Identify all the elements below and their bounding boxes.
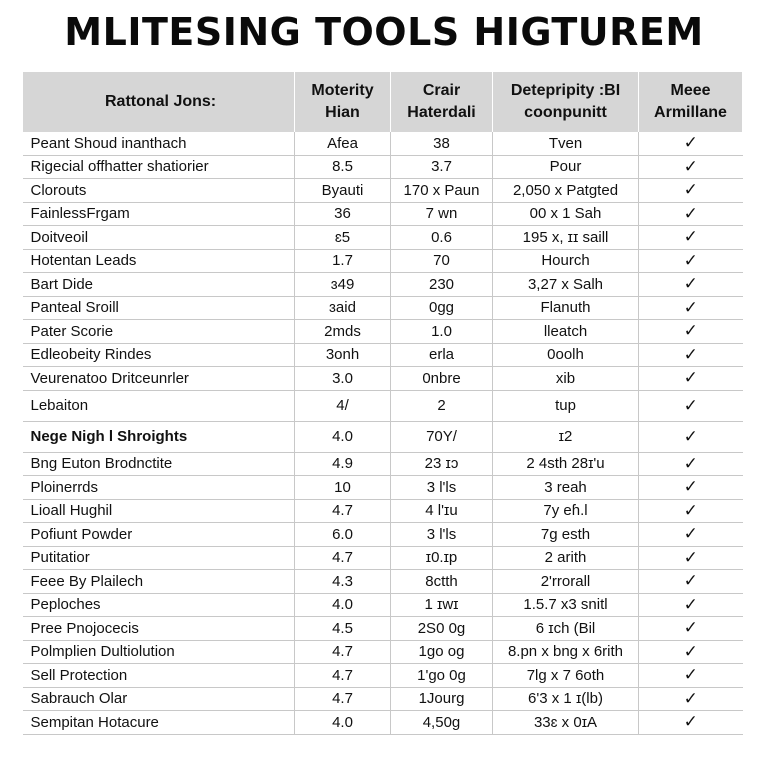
row-name-cell: Nege Nigh l Shroights	[23, 421, 295, 452]
row-crair-cell: 4,50g	[391, 711, 493, 735]
row-detepripity-cell: 7Ɩɡ x 7 6oth	[493, 664, 639, 688]
row-moterity-cell: 3onh	[295, 343, 391, 367]
row-name-cell: Pree Pnojocecis	[23, 617, 295, 641]
row-detepripity-cell: 33ɛ x 0ɪA	[493, 711, 639, 735]
row-crair-cell: 1.0	[391, 320, 493, 344]
row-moterity-cell: ɜaid	[295, 296, 391, 320]
check-icon: ✓	[639, 711, 743, 735]
row-name-cell: Doitveoil	[23, 226, 295, 250]
row-name-cell: Edleobeity Rindes	[23, 343, 295, 367]
check-icon: ✓	[639, 570, 743, 594]
row-name-cell: Ploinerrds	[23, 476, 295, 500]
row-name-cell: Sempitan Hotacure	[23, 711, 295, 735]
row-moterity-cell: ɜ49	[295, 273, 391, 297]
row-moterity-cell: 10	[295, 476, 391, 500]
check-icon: ✓	[639, 249, 743, 273]
table-body	[23, 132, 743, 734]
row-crair-cell: 1 ɪwɪ	[391, 593, 493, 617]
check-icon: ✓	[639, 320, 743, 344]
table-row	[23, 202, 743, 226]
table-row	[23, 296, 743, 320]
row-detepripity-cell: 2,050 x Patgted	[493, 179, 639, 203]
row-name-cell: Peploches	[23, 593, 295, 617]
row-name-cell: Pofiunt Powder	[23, 523, 295, 547]
row-crair-cell: 23 ɪɔ	[391, 452, 493, 476]
page-title: MLITESING TOOLS HIGTUREM	[64, 10, 704, 54]
tools-table	[22, 72, 743, 735]
row-crair-cell: 0.6	[391, 226, 493, 250]
check-icon: ✓	[639, 617, 743, 641]
row-detepripity-cell: 3,27 x Salh	[493, 273, 639, 297]
row-name-cell: Hotentan Leads	[23, 249, 295, 273]
column-header-moterity: Moterity Hian	[295, 72, 391, 132]
column-header-meee: Meee Armillane	[639, 72, 743, 132]
table-row	[23, 421, 743, 452]
row-name-cell: Putitatior	[23, 546, 295, 570]
row-crair-cell: erla	[391, 343, 493, 367]
row-crair-cell: 0nbre	[391, 367, 493, 391]
table-row	[23, 452, 743, 476]
row-crair-cell: 70	[391, 249, 493, 273]
row-crair-cell: 1Jourg	[391, 687, 493, 711]
table-row	[23, 343, 743, 367]
row-name-cell: Bng Euton Brodnctite	[23, 452, 295, 476]
row-crair-cell: 38	[391, 132, 493, 155]
row-moterity-cell: 4.0	[295, 421, 391, 452]
row-detepripity-cell: 6'3 x 1 ɪ(Ɩb)	[493, 687, 639, 711]
row-crair-cell: 2S0 0g	[391, 617, 493, 641]
table-row	[23, 132, 743, 155]
row-detepripity-cell: Ɩleatch	[493, 320, 639, 344]
row-crair-cell: 70Y/	[391, 421, 493, 452]
row-crair-cell: 2	[391, 390, 493, 421]
check-icon: ✓	[639, 343, 743, 367]
row-name-cell: Veurenatoo Dritceunrler	[23, 367, 295, 391]
column-header-crair: Crair Haterdali	[391, 72, 493, 132]
check-icon: ✓	[639, 273, 743, 297]
check-icon: ✓	[639, 202, 743, 226]
row-moterity-cell: 4.9	[295, 452, 391, 476]
row-name-cell: Panteal Sroill	[23, 296, 295, 320]
row-name-cell: FainlessFrgam	[23, 202, 295, 226]
check-icon: ✓	[639, 499, 743, 523]
table-row	[23, 546, 743, 570]
row-detepripity-cell: Hourch	[493, 249, 639, 273]
row-name-cell: Sell Protection	[23, 664, 295, 688]
row-moterity-cell: 4/	[295, 390, 391, 421]
check-icon: ✓	[639, 155, 743, 179]
check-icon: ✓	[639, 546, 743, 570]
row-detepripity-cell: 7ɡ esth	[493, 523, 639, 547]
row-crair-cell: 3 Ɩ'Ɩs	[391, 476, 493, 500]
row-crair-cell: 1go og	[391, 640, 493, 664]
row-detepripity-cell: 2 arith	[493, 546, 639, 570]
row-name-cell: Lebaiton	[23, 390, 295, 421]
column-header-name: Rattonal Jons:	[23, 72, 295, 132]
check-icon: ✓	[639, 452, 743, 476]
row-name-cell: Polmplien Dultiolution	[23, 640, 295, 664]
row-moterity-cell: 2mds	[295, 320, 391, 344]
row-name-cell: Clorouts	[23, 179, 295, 203]
check-icon: ✓	[639, 226, 743, 250]
check-icon: ✓	[639, 421, 743, 452]
row-moterity-cell: 4.7	[295, 687, 391, 711]
table-row	[23, 617, 743, 641]
table-row	[23, 640, 743, 664]
row-moterity-cell: 4.0	[295, 711, 391, 735]
row-moterity-cell: 4.7	[295, 546, 391, 570]
check-icon: ✓	[639, 640, 743, 664]
row-moterity-cell: 4.7	[295, 664, 391, 688]
row-detepripity-cell: 2'rrorall	[493, 570, 639, 594]
row-moterity-cell: 8.5	[295, 155, 391, 179]
row-moterity-cell: 4.0	[295, 593, 391, 617]
table-row	[23, 390, 743, 421]
table-row	[23, 687, 743, 711]
row-name-cell: Rigecial offhatter shatiorier	[23, 155, 295, 179]
row-crair-cell: 3.7	[391, 155, 493, 179]
table-row	[23, 499, 743, 523]
table-row	[23, 570, 743, 594]
row-detepripity-cell: xib	[493, 367, 639, 391]
table-row	[23, 273, 743, 297]
row-detepripity-cell: ɪ2	[493, 421, 639, 452]
row-crair-cell: 170 x Paun	[391, 179, 493, 203]
row-crair-cell: ɪ0.ɪp	[391, 546, 493, 570]
check-icon: ✓	[639, 367, 743, 391]
row-name-cell: Peant Shoud inanthach	[23, 132, 295, 155]
table-row	[23, 523, 743, 547]
row-crair-cell: 1'go 0g	[391, 664, 493, 688]
table-row	[23, 664, 743, 688]
row-detepripity-cell: 8.pn x bng x 6rith	[493, 640, 639, 664]
check-icon: ✓	[639, 687, 743, 711]
check-icon: ✓	[639, 132, 743, 155]
row-detepripity-cell: 195 x, ɪɪ saill	[493, 226, 639, 250]
table-row	[23, 320, 743, 344]
row-detepripity-cell: Pour	[493, 155, 639, 179]
table-row	[23, 593, 743, 617]
row-detepripity-cell: tup	[493, 390, 639, 421]
row-moterity-cell: 4.7	[295, 640, 391, 664]
row-name-cell: Pater Scorie	[23, 320, 295, 344]
check-icon: ✓	[639, 523, 743, 547]
check-icon: ✓	[639, 593, 743, 617]
table-row	[23, 179, 743, 203]
row-detepripity-cell: 7y eɦ.l	[493, 499, 639, 523]
row-detepripity-cell: Tven	[493, 132, 639, 155]
table-row	[23, 249, 743, 273]
row-crair-cell: 3 Ɩ'ls	[391, 523, 493, 547]
check-icon: ✓	[639, 476, 743, 500]
table-row	[23, 711, 743, 735]
row-crair-cell: 0gg	[391, 296, 493, 320]
row-name-cell: Sabrauch Olar	[23, 687, 295, 711]
row-moterity-cell: 3.0	[295, 367, 391, 391]
check-icon: ✓	[639, 179, 743, 203]
row-detepripity-cell: 0oolh	[493, 343, 639, 367]
check-icon: ✓	[639, 390, 743, 421]
row-moterity-cell: ɛ5	[295, 226, 391, 250]
row-crair-cell: 4 Ɩ'ɪu	[391, 499, 493, 523]
row-detepripity-cell: 1.5.7 x3 snitl	[493, 593, 639, 617]
row-detepripity-cell: Flanuth	[493, 296, 639, 320]
check-icon: ✓	[639, 296, 743, 320]
row-detepripity-cell: 6 ɪch (Bil	[493, 617, 639, 641]
row-moterity-cell: 1.7	[295, 249, 391, 273]
row-moterity-cell: 4.5	[295, 617, 391, 641]
row-name-cell: Bart Dide	[23, 273, 295, 297]
row-detepripity-cell: 00 x 1 Sah	[493, 202, 639, 226]
row-crair-cell: 230	[391, 273, 493, 297]
row-crair-cell: 8ctth	[391, 570, 493, 594]
row-detepripity-cell: 3 reah	[493, 476, 639, 500]
row-moterity-cell: Afea	[295, 132, 391, 155]
table-row	[23, 476, 743, 500]
row-moterity-cell: 36	[295, 202, 391, 226]
row-name-cell: Lioall Hughil	[23, 499, 295, 523]
row-moterity-cell: 4.3	[295, 570, 391, 594]
table-row	[23, 367, 743, 391]
row-moterity-cell: Byauti	[295, 179, 391, 203]
row-name-cell: Feee By Plailech	[23, 570, 295, 594]
header-row	[23, 72, 743, 132]
table-row	[23, 155, 743, 179]
column-header-detepripity: Detepripity :BI coonpunitt	[493, 72, 639, 132]
row-moterity-cell: 4.7	[295, 499, 391, 523]
check-icon: ✓	[639, 664, 743, 688]
table-row	[23, 226, 743, 250]
row-crair-cell: 7 wn	[391, 202, 493, 226]
row-detepripity-cell: 2 4sth 28ɪ'u	[493, 452, 639, 476]
row-moterity-cell: 6.0	[295, 523, 391, 547]
